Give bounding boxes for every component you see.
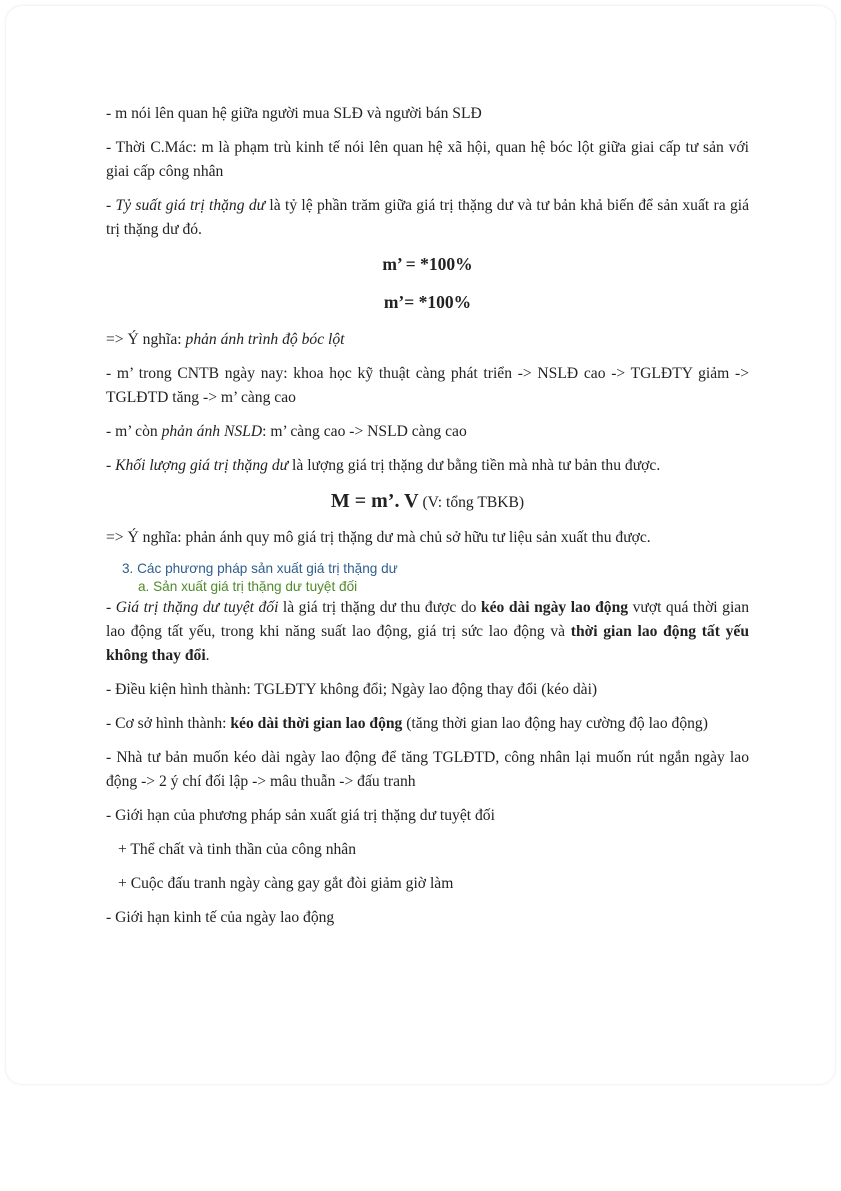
text-run: là giá trị thặng dư thu được do <box>278 599 481 616</box>
emphasis-exploitation: phản ánh trình độ bóc lột <box>185 331 345 348</box>
list-item-physical-limit: + Thể chất và tinh thần của công nhân <box>118 841 357 858</box>
formula-note: (V: tổng TBKB) <box>418 494 525 511</box>
text-run: vượt quá thời gian lao động tất yếu, trong khi năng suất lao động, giá trị sức lao động và <box>106 599 749 640</box>
paragraph-marx-era: - Thời C.Mác: m là phạm trù kinh tế nói lên quan hệ xã hội, quan hệ bóc lột giữa giai cấp tư sản với giai cấp công nhân <box>106 139 749 180</box>
text-run: => Ý nghĩa: <box>106 331 186 348</box>
text-run: : m’ càng cao -> NSLD càng cao <box>262 423 467 440</box>
list-item-struggle: + Cuộc đấu tranh ngày càng gay gắt đòi giảm giờ làm <box>118 875 454 892</box>
paragraph-meaning-exploitation <box>106 328 749 352</box>
formula-surplus-rate-2: m’= *100% <box>383 292 472 312</box>
term-surplus-rate: Tỷ suất giá trị thặng dư <box>115 197 266 214</box>
term-absolute-surplus: Giá trị thặng dư tuyệt đối <box>115 599 279 616</box>
emphasis-productivity: phản ánh NSLD <box>161 423 263 440</box>
paragraph-absolute-surplus-definition <box>106 596 749 668</box>
bold-extend-workday: kéo dài ngày lao động <box>480 599 629 616</box>
bold-extend-labor-time: kéo dài thời gian lao động <box>230 715 403 732</box>
text-run: (tăng thời gian lao động hay cường độ lao động) <box>402 715 708 732</box>
formula-surplus-mass <box>106 488 749 516</box>
paragraph-class-conflict: - Nhà tư bản muốn kéo dài ngày lao động để tăng TGLĐTD, công nhân lại muốn rút ngắn ngày lao động -> 2 ý chí đối lập -> mâu thuẫn -> đấu tranh <box>106 749 749 790</box>
paragraph-meaning-scale: => Ý nghĩa: phản ánh quy mô giá trị thặng dư mà chủ sở hữu tư liệu sản xuất thu được. <box>106 529 651 546</box>
text-run: . <box>205 647 210 664</box>
paragraph-modern-capitalism: - m’ trong CNTB ngày nay: khoa học kỹ thuật càng phát triển -> NSLĐ cao -> TGLĐTY giảm -> TGLĐTD tăng -> m’ càng cao <box>106 365 749 406</box>
term-surplus-mass: Khối lượng giá trị thặng dư <box>115 457 289 474</box>
paragraph-formation-condition: - Điều kiện hình thành: TGLĐTY không đổi; Ngày lao động thay đổi (kéo dài) <box>106 681 598 698</box>
formula-surplus-rate-1: m’ = *100% <box>382 254 473 274</box>
heading-section-3: 3. Các phương pháp sản xuất giá trị thặng dư <box>122 561 398 576</box>
text-run: là tỷ lệ phần trăm giữa giá trị thặng dư và tư bản khả biến để sản xuất ra giá trị thặng dư đó. <box>106 197 750 238</box>
document-body <box>106 102 749 940</box>
paragraph-formation-basis <box>106 712 749 736</box>
text-run: - <box>106 599 116 616</box>
paragraph-economic-limit: - Giới hạn kinh tế của ngày lao động <box>106 909 335 926</box>
text-run: - m’ còn <box>106 423 162 440</box>
heading-subsection-a: a. Sản xuất giá trị thặng dư tuyệt đối <box>138 579 358 594</box>
formula-main: M = m’. V <box>330 490 419 512</box>
text-run: - <box>106 457 116 474</box>
text-run: là lượng giá trị thặng dư bằng tiền mà nhà tư bản thu được. <box>288 457 661 474</box>
paragraph-surplus-rate-definition <box>106 194 749 242</box>
bold-necessary-time-unchanged: thời gian lao động tất yếu không thay đổi <box>106 623 749 664</box>
paragraph-productivity <box>106 420 749 444</box>
paragraph-surplus-mass-definition <box>106 454 749 478</box>
document-page <box>6 6 835 1084</box>
paragraph-method-limits: - Giới hạn của phương pháp sản xuất giá trị thặng dư tuyệt đối <box>106 807 495 824</box>
paragraph-m-relation: - m nói lên quan hệ giữa người mua SLĐ và người bán SLĐ <box>106 105 482 122</box>
text-run: - Cơ sở hình thành: <box>106 715 231 732</box>
text-run: - <box>106 197 116 214</box>
